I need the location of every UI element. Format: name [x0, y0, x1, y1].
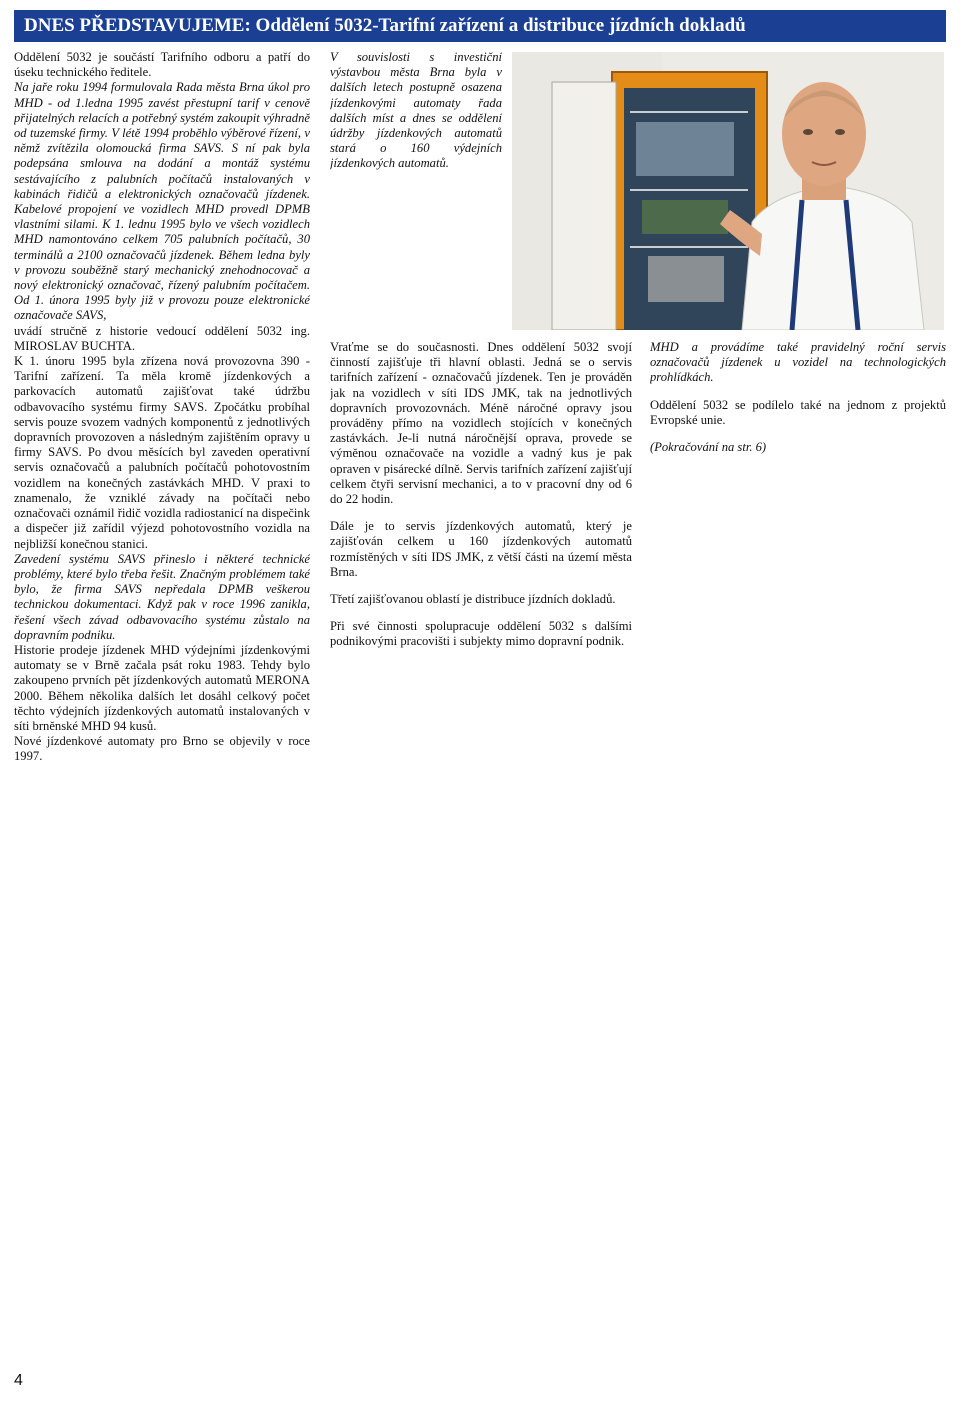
paragraph: Dále je to servis jízdenkových automatů, který je zajišťován celkem u 160 jízdenkových automatů rozmístěných v síti IDS JMK, z větší části na území města Brna. [330, 519, 632, 579]
paragraph: Zavedení systému SAVS přineslo i některé technické problémy, které bylo třeba řešit. Značným problémem také bylo, že firma SAVS nepředala DPMB veškerou technickou dokumentaci. Když pak v roce 1996 zanikla, řešení všech závad odbavovacího systému zůstalo na dopravním podniku. [14, 551, 310, 642]
paragraph: Vraťme se do současnosti. Dnes oddělení 5032 svojí činností zajišťuje tři hlavní oblasti. Jedná se o servis tarifních zařízení - označovačů jízdenek. Ten je prováděn jak na vozidlech v síti IDS JMK, tak na jednotlivých dopravních provozovnách. Méně náročné opravy jsou prováděny přímo na vozidlech stojících v konečných zastávkách. Je-li nutná náročnější oprava, provede se výměnou označovače na vozidle a vadný kus je pak opraven v pisárecké dílně. Servis tarifních zařízení zajišťují celkem čtyři servisní mechanici, a to v pracovní dny od 6 do 22 hodin. [330, 340, 632, 507]
paragraph-gap [330, 507, 632, 519]
paragraph: uvádí stručně z historie vedoucí oddělení 5032 ing. MIROSLAV BUCHTA. [14, 323, 310, 353]
paragraph: Oddělení 5032 se podílelo také na jednom z projektů Evropské unie. [650, 397, 946, 427]
column-right [650, 340, 946, 1370]
column-middle [330, 340, 632, 1370]
paragraph: K 1. únoru 1995 byla zřízena nová provozovna 390 - Tarifní zařízení. Ta měla kromě jízdenkových a parkovacích automatů zajišťovat také údržbu odbavovacího systému firmy SAVS. Zpočátku probíhal servis pouze svozem vadných komponentů z jednotlivých dopravních provozoven a následným zajištěním opravy u firmy SAVS. Po dvou měsících byl zaveden operativní servis označovačů a palubních počítačů pohotovostním vozidlem na konečných zastávkách MHD. V praxi to znamenalo, že vzniklé závady na počítači nebo označovači oznámil řidič vozidla radiostanicí na dispečink a dispečer již zařídil výjezd pohotovostního vozidla na nejbližší konečnou stanici. [14, 354, 310, 551]
paragraph-gap [650, 386, 946, 398]
photo-illustration [512, 52, 944, 330]
paragraph: Nové jízdenkové automaty pro Brno se objevily v roce 1997. [14, 734, 310, 764]
paragraph: Oddělení 5032 je součástí Tarifního odboru a patří do úseku technického ředitele. [14, 50, 310, 80]
paragraph: V souvislosti s investiční výstavbou města Brna byla v dalších letech postupně osazena jízdenkovými automaty řada dalších míst a dnes se oddělení údržby jízdenkových automatů stará o 160 výdejních jízdenkových automatů. [330, 50, 502, 171]
paragraph: Historie prodeje jízdenek MHD výdejními jízdenkovými automaty se v Brně začala psát roku 1983. Tehdy bylo zakoupeno prvních pět jízdenkových automatů MERONA 2000. Během několika dalších let dosáhl celkový počet těchto výdejních jízdenkových automatů instalovaných v síti brněnské MHD 94 kusů. [14, 642, 310, 733]
paragraph: Na jaře roku 1994 formulovala Rada města Brna úkol pro MHD - od 1.ledna 1995 zavést přestupní tarif v cenově přijatelných relacích a potřebný systém zakoupit výhradně od tuzemské firmy. V létě 1994 proběhlo výběrové řízení, v němž zvítězila olomoucká firma SAVS. S ní pak byla podepsána smlouva na dodání a montáž systému sestávajícího z palubních počítačů instalovaných v kabinách řidičů a elektronických označovačů jízdenek. Kabelové propojení ve vozidlech MHD provedl DPMB vlastními silami. K 1. lednu 1995 bylo ve všech vozidlech MHD namontováno celkem 705 palubních počítačů, 30 terminálů a 2100 označovačů jízdenek. Během ledna byly v provozu souběžně starý mechanický znehodnocovač a nový elektronický označovač, řízený palubním počítačem. Od 1. února 1995 byly již v provozu pouze elektronické označovače SAVS, [14, 80, 310, 323]
page-title: DNES PŘEDSTAVUJEME: Oddělení 5032-Tarifní zařízení a distribuce jízdních dokladů [14, 10, 946, 42]
page-number: 4 [14, 1372, 23, 1389]
paragraph: Při své činnosti spolupracuje oddělení 5032 s dalšími podnikovými pracovišti i subjekty mimo dopravní podnik. [330, 619, 632, 649]
paragraph-gap [330, 580, 632, 592]
paragraph-gap [330, 607, 632, 619]
paragraph-gap [650, 428, 946, 440]
paragraph: (Pokračování na str. 6) [650, 440, 767, 455]
paragraph: Třetí zajišťovanou oblastí je distribuce jízdních dokladů. [330, 592, 616, 607]
paragraph: MHD a provádíme také pravidelný roční servis označovačů jízdenek u vozidel na technologických prohlídkách. [650, 340, 946, 385]
column-left [14, 50, 310, 1370]
article-photo [512, 52, 944, 330]
column-middle-top [330, 50, 502, 335]
ticket-machine-image [552, 72, 767, 330]
